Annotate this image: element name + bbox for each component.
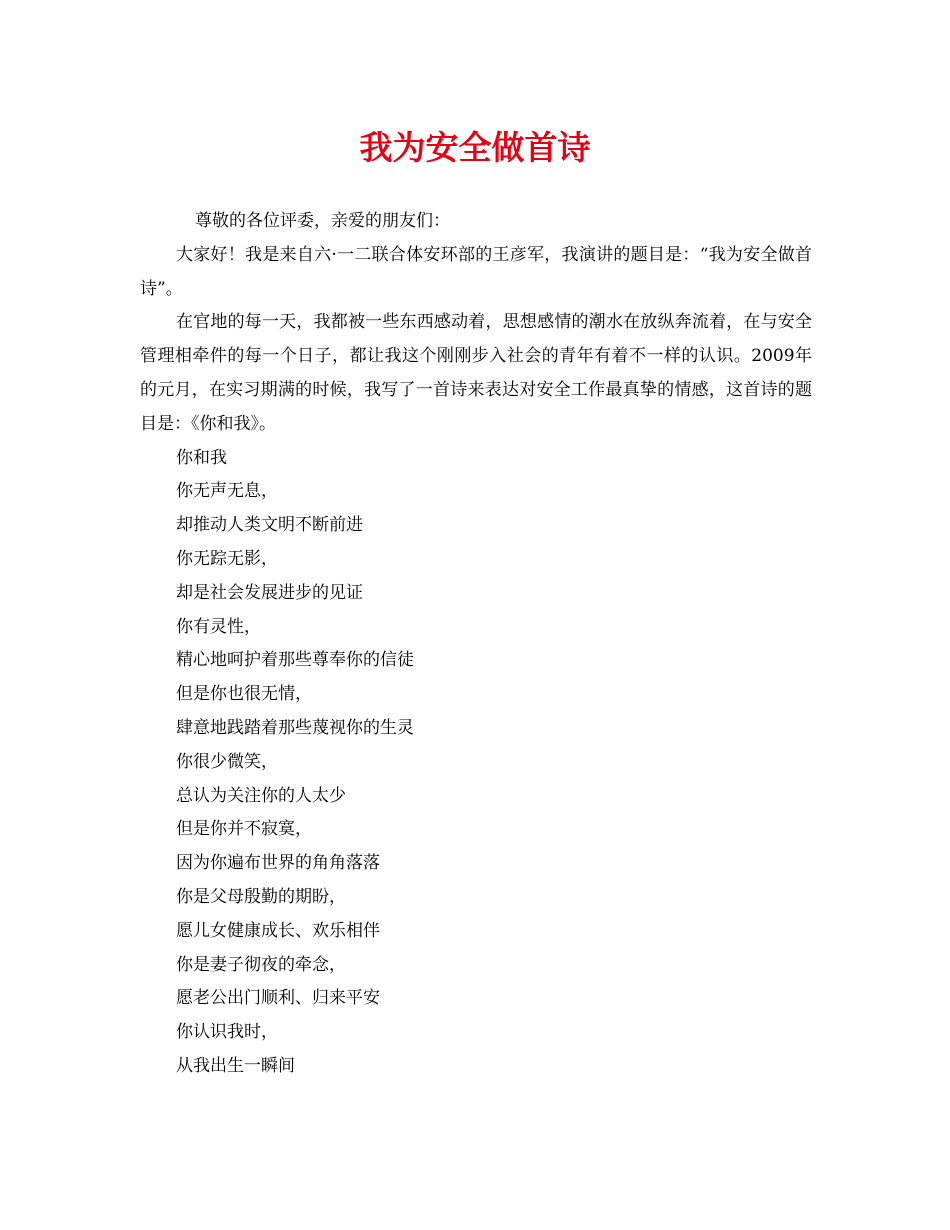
poem-title: 你和我 <box>176 447 227 468</box>
poem-line: 你很少微笑， <box>176 751 278 772</box>
poem-line: 总认为关注你的人太少 <box>176 785 346 806</box>
paragraph-background: 在官地的每一天，我都被一些东西感动着，思想感情的潮水在放纵奔流着，在与安全管理相牵件的每一个日子，都让我这个刚刚步入社会的青年有着不一样的认识。2009年的元月，在实习期满的时候，我写了一首诗来表达对安全工作最真挚的情感，这首诗的题目是：《你和我》。 <box>140 312 812 434</box>
poem-line: 你有灵性， <box>176 616 261 637</box>
poem-line: 但是你并不寂寞， <box>176 819 312 840</box>
paragraph-intro: 大家好！我是来自六·一二联合体安环部的王彦军，我演讲的题目是：“我为安全做首诗”。 <box>140 244 812 299</box>
poem-line: 愿儿女健康成长、欢乐相伴 <box>176 920 380 941</box>
salutation: 尊敬的各位评委，亲爱的朋友们： <box>195 211 450 231</box>
poem-line: 精心地呵护着那些尊奉你的信徒 <box>176 650 414 671</box>
poem-line: 肆意地践踏着那些蔑视你的生灵 <box>176 717 414 738</box>
poem-line: 你是妻子彻夜的牵念， <box>176 954 346 975</box>
poem <box>140 442 812 1084</box>
poem-line: 从我出生一瞬间 <box>176 1055 295 1076</box>
poem-line: 却是社会发展进步的见证 <box>176 582 363 603</box>
document-body <box>140 205 812 1084</box>
poem-line: 你认识我时， <box>176 1022 278 1043</box>
poem-line: 你无踪无影， <box>176 548 278 569</box>
poem-line: 愿老公出门顺利、归来平安 <box>176 988 380 1009</box>
poem-line: 你是父母殷勤的期盼， <box>176 886 346 907</box>
poem-line: 因为你遍布世界的角角落落 <box>176 853 380 874</box>
poem-line: 你无声无息， <box>176 481 278 502</box>
poem-line: 但是你也很无情， <box>176 684 312 705</box>
document-title: 我为安全做首诗 <box>359 128 591 167</box>
poem-line: 却推动人类文明不断前进 <box>176 515 363 536</box>
